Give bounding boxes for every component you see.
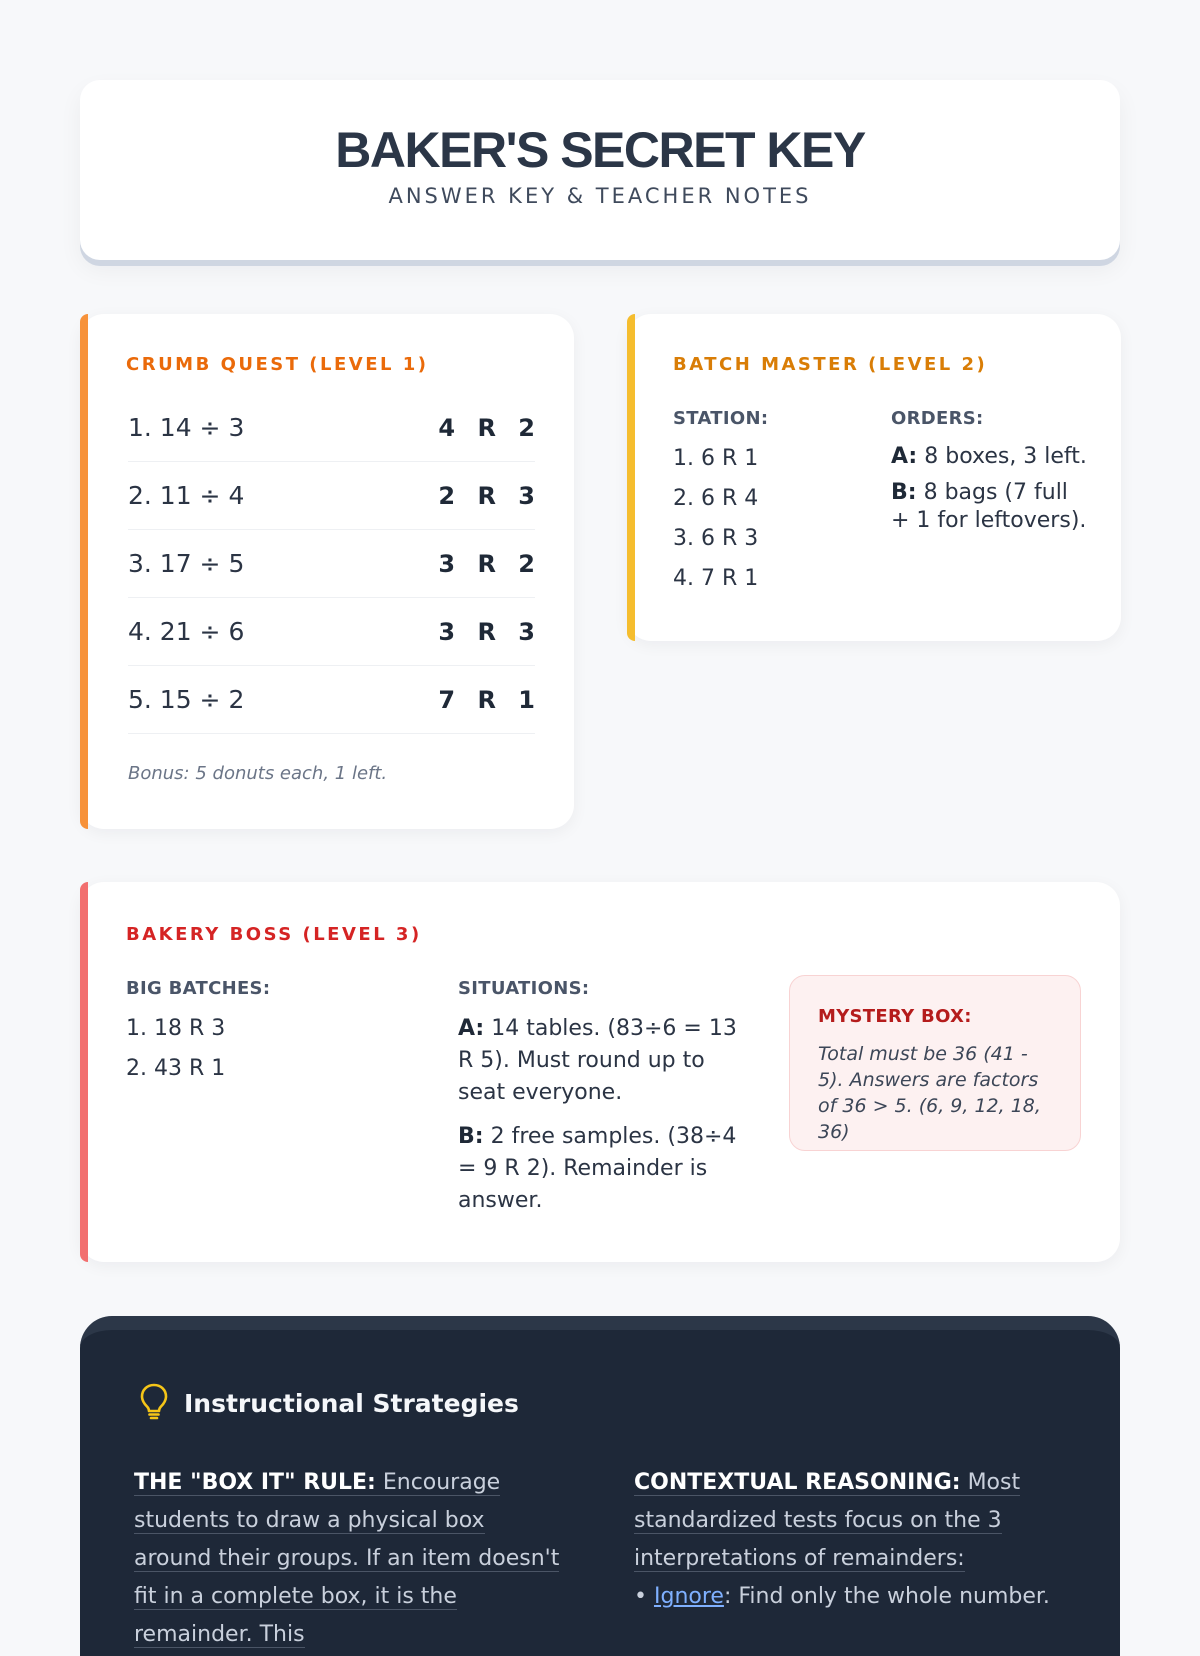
order-text: 8 boxes, 3 left. (924, 444, 1087, 469)
station-item: 3. 6 R 3 (673, 526, 759, 551)
bullet-text: : Find only the whole number. (723, 1584, 1050, 1609)
ignore-link[interactable]: Ignore (653, 1584, 724, 1609)
page-subtitle: ANSWER KEY & TEACHER NOTES (388, 184, 812, 208)
answer-text: 3 R 3 (438, 617, 542, 646)
contextual-text: Most standardized tests focus on the 3 interpretations of remainders: (634, 1470, 1021, 1571)
station-label: STATION: (673, 408, 769, 429)
situation-text: 2 free samples. (38÷4 = 9 R 2). Remainder is answer. (458, 1124, 737, 1213)
level3-title: BAKERY BOSS (LEVEL 3) (126, 924, 422, 945)
mystery-title: MYSTERY BOX: (818, 1006, 972, 1027)
situation-text: 14 tables. (83÷6 = 13 R 5). Must round up to seat everyone. (458, 1016, 737, 1105)
problem-text: 4. 21 ÷ 6 (128, 617, 245, 646)
orders-column (891, 408, 1091, 535)
lightbulb-icon (138, 1382, 170, 1424)
problem-text: 1. 14 ÷ 3 (128, 413, 245, 442)
level1-card (80, 314, 574, 829)
batch-item: 1. 18 R 3 (126, 1016, 226, 1041)
box-it-heading: THE "BOX IT" RULE: (134, 1470, 376, 1495)
situations-label: SITUATIONS: (458, 978, 590, 999)
strategies-header (138, 1382, 519, 1424)
mystery-text: Total must be 36 (41 - 5). Answers are factors of 36 > 5. (6, 9, 12, 18, 36) (818, 1043, 1041, 1143)
batch-item: 2. 43 R 1 (126, 1056, 226, 1081)
answer-row (128, 462, 542, 530)
strategies-title: Instructional Strategies (184, 1388, 519, 1418)
station-item: 2. 6 R 4 (673, 486, 759, 511)
level2-card (627, 314, 1121, 641)
big-batches-column (126, 978, 406, 1089)
situation-item (458, 1121, 748, 1217)
orders-label: ORDERS: (891, 408, 984, 429)
situation-key: A: (458, 1016, 485, 1041)
answer-row (128, 530, 542, 598)
answer-text: 3 R 2 (438, 549, 542, 578)
station-column (673, 408, 873, 599)
order-item (891, 479, 1091, 535)
station-item: 1. 6 R 1 (673, 446, 759, 471)
contextual-heading: CONTEXTUAL REASONING: (634, 1470, 961, 1495)
level1-title: CRUMB QUEST (LEVEL 1) (126, 354, 429, 375)
order-key: B: (891, 480, 917, 505)
station-item: 4. 7 R 1 (673, 566, 759, 591)
level2-title: BATCH MASTER (LEVEL 2) (673, 354, 988, 375)
situation-key: B: (458, 1124, 484, 1149)
contextual-reasoning-block (634, 1464, 1064, 1616)
problem-text: 3. 17 ÷ 5 (128, 549, 245, 578)
answer-text: 2 R 3 (438, 481, 542, 510)
answer-row (128, 666, 542, 734)
order-text: 8 bags (7 full + 1 for leftovers). (891, 480, 1087, 533)
answer-row (128, 598, 542, 666)
big-batches-label: BIG BATCHES: (126, 978, 271, 999)
situations-column (458, 978, 748, 1217)
problem-text: 2. 11 ÷ 4 (128, 481, 245, 510)
header-card (80, 80, 1120, 260)
remainder-bullet: • Ignore: Find only the whole number. (634, 1584, 1050, 1609)
level3-card (80, 882, 1120, 1262)
box-it-text: Encourage students to draw a physical box around their groups. If an item doesn't fit in a complete box, it is the remainder. This (134, 1470, 560, 1647)
order-key: A: (891, 444, 918, 469)
problem-text: 5. 15 ÷ 2 (128, 685, 245, 714)
answer-text: 7 R 1 (438, 685, 542, 714)
strategies-panel (80, 1316, 1120, 1656)
level1-answer-list (128, 394, 542, 734)
answer-text: 4 R 2 (438, 413, 542, 442)
answer-row (128, 394, 542, 462)
situation-item (458, 1013, 748, 1109)
order-item (891, 443, 1091, 471)
box-it-rule-block (134, 1464, 564, 1654)
page-title: BAKER'S SECRET KEY (335, 122, 865, 178)
mystery-box (789, 975, 1081, 1151)
bonus-note: Bonus: 5 donuts each, 1 left. (128, 763, 388, 784)
